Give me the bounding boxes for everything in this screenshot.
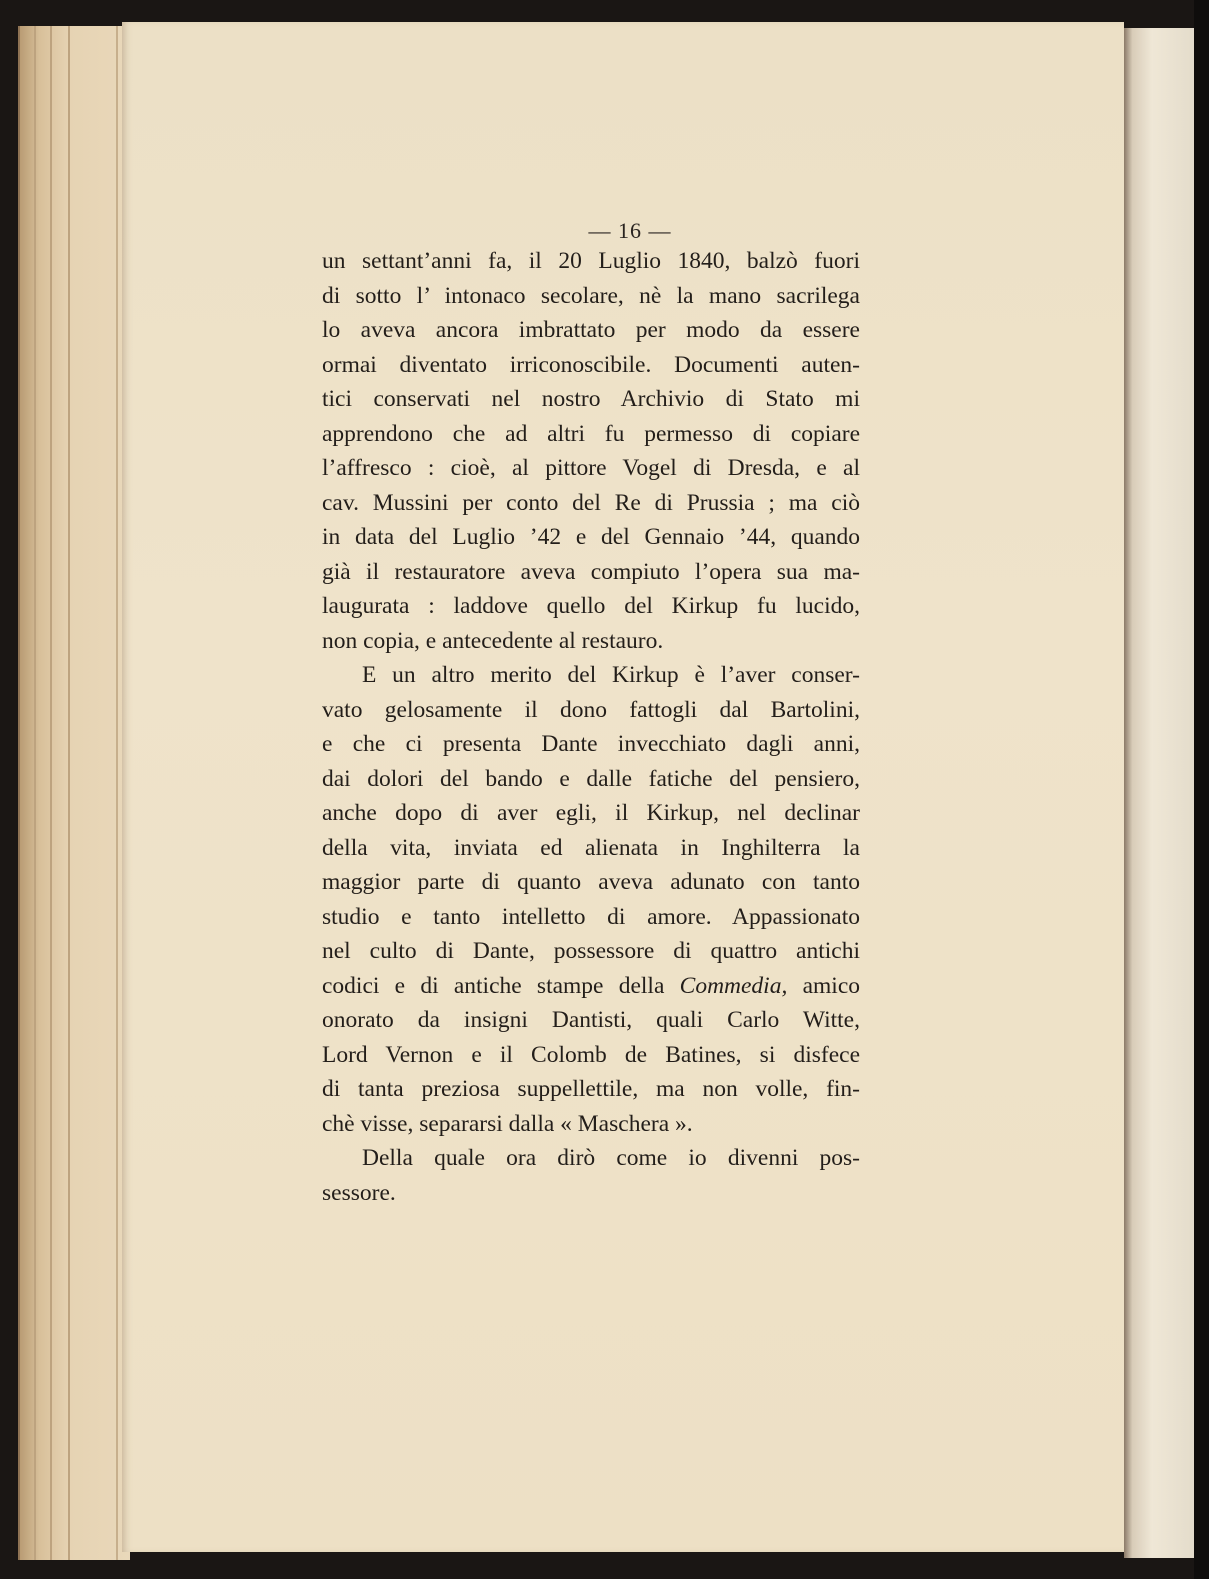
paragraph-1 [322,244,860,658]
text-line: Lord Vernon e il Colomb de Batines, si disfece [322,1041,860,1068]
book-title: Commedia, [679,972,788,999]
text-line: dai dolori del bando e dalle fatiche del pensiero, [322,765,860,792]
paragraph-3 [322,1141,860,1210]
text-line: studio e tanto intelletto di amore. Appassionato [322,903,860,930]
page-edge-line [50,26,52,1560]
text-line: vato gelosamente il dono fattogli dal Bartolini, [322,696,860,723]
paragraph-2 [322,658,860,1141]
text-line: maggior parte di quanto aveva adunato con tanto [322,869,860,895]
text-line: non copia, e antecedente al restauro. [322,627,664,654]
text-line: e che ci presenta Dante invecchiato dagli anni, [322,731,860,757]
text-line: in data del Luglio ’42 e del Gennaio ’44, quando [322,524,860,550]
text-line: sessore. [322,1179,396,1206]
page-edge-line [68,26,70,1560]
page-edge-line [116,26,118,1560]
text-line: Della quale ora dirò come io divenni pos- [362,1145,860,1171]
text-line-with-title [322,969,860,1004]
next-page-edge [1124,28,1194,1558]
text-line: onorato da insigni Dantisti, quali Carlo Witte, [322,1007,860,1033]
text-line: già il restauratore aveva compiuto l’opera sua ma- [322,558,860,585]
text-fragment: amico [787,972,860,999]
text-line: di tanta preziosa suppellettile, ma non volle, fin- [322,1076,860,1102]
text-line: l’affresco : cioè, al pittore Vogel di Dresda, e al [322,455,860,481]
body-text [322,244,860,1210]
text-line: di sotto l’ intonaco secolare, nè la mano sacrilega [322,282,860,309]
text-line: lo aveva ancora imbrattato per modo da essere [322,317,860,343]
text-fragment: codici e di antiche stampe della [322,972,680,999]
page-number: — 16 — [588,218,672,243]
text-line: un settant’anni fa, il 20 Luglio 1840, balzò fuori [322,248,860,274]
text-line: nel culto di Dante, possessore di quattro antichi [322,938,860,964]
text-line: chè visse, separarsi dalla « Maschera ». [322,1110,693,1137]
folded-page-edges [18,26,130,1560]
page-edge-line [34,26,36,1560]
text-line: cav. Mussini per conto del Re di Prussia ; ma ciò [322,489,860,516]
text-line: anche dopo di aver egli, il Kirkup, nel declinar [322,800,860,826]
text-line: E un altro merito del Kirkup è l’aver conser- [362,662,860,688]
text-line: ormai diventato irriconoscibile. Documenti auten- [322,351,860,378]
text-line: tici conservati nel nostro Archivio di Stato mi [322,386,860,412]
text-line: apprendono che ad altri fu permesso di copiare [322,420,860,447]
text-line: laugurata : laddove quello del Kirkup fu lucido, [322,593,860,619]
text-line: della vita, inviata ed alienata in Inghilterra la [322,834,860,861]
scan-border [1194,0,1209,1579]
